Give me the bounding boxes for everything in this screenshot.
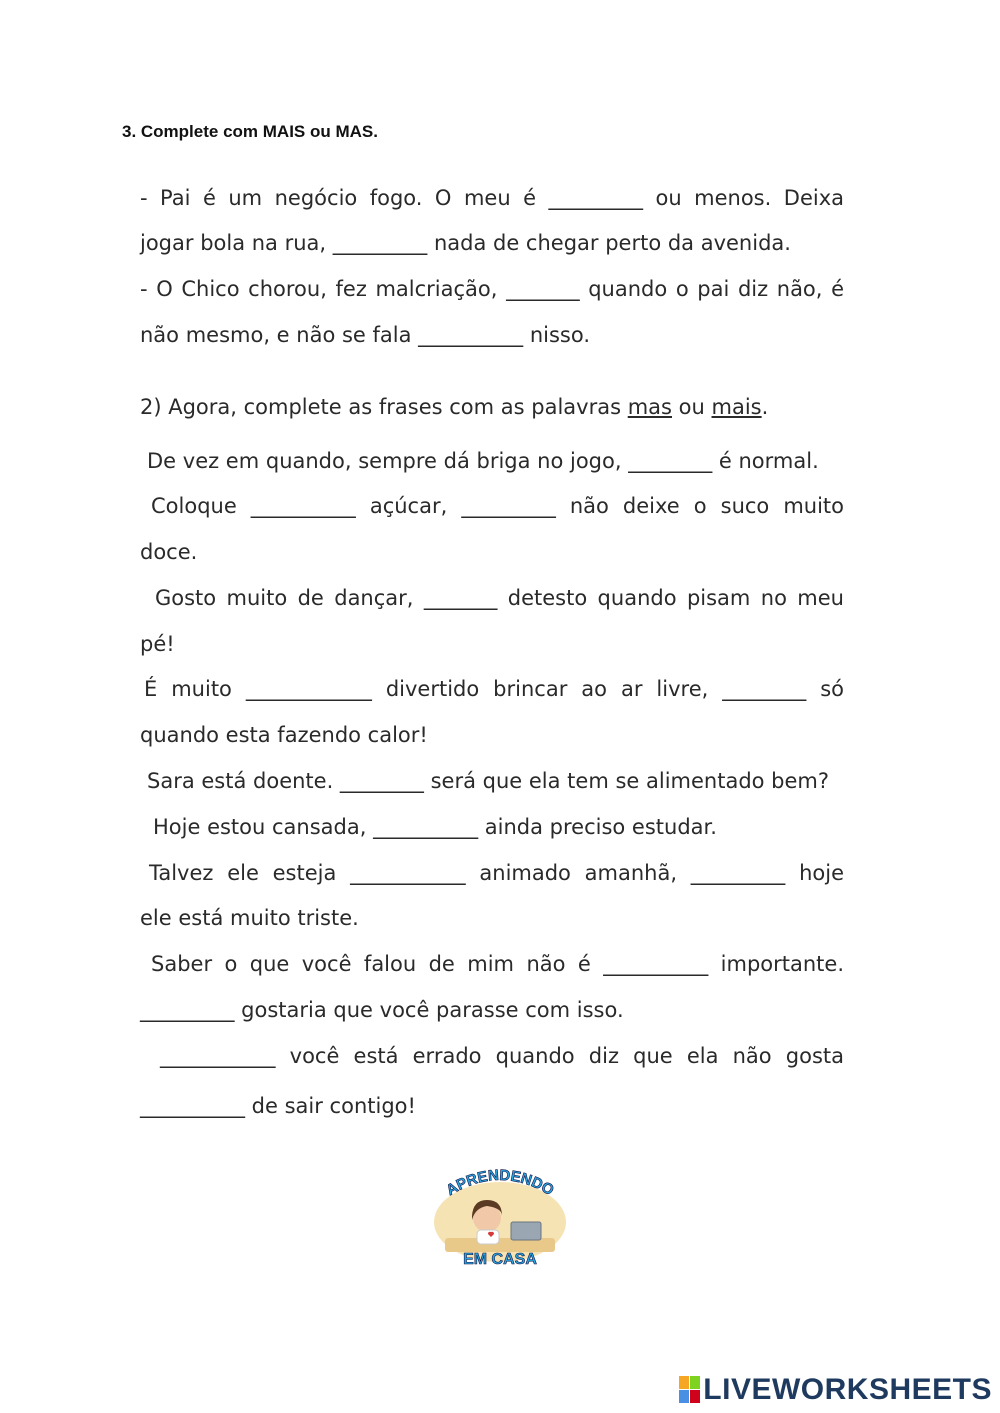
liveworksheets-logo-icon — [679, 1376, 701, 1404]
brand-name: LIVEWORKSHEETS — [703, 1373, 992, 1406]
logo-bottom-text: EM CASA — [463, 1251, 537, 1268]
section-title — [140, 393, 768, 421]
sentence: Talvez ele esteja ___________ animado amanhã, _________ hoje — [149, 861, 844, 885]
sentence-continuation: __________ de sair contigo! — [140, 1094, 416, 1118]
text-line: - Pai é um negócio fogo. O meu é _________ ou menos. Deixa — [140, 186, 844, 210]
sentence-continuation: pé! — [140, 632, 175, 656]
sentence-continuation: doce. — [140, 540, 198, 564]
sentence: É muito ____________ divertido brincar ao ar livre, ________ só — [144, 677, 844, 701]
logo-shirt — [477, 1230, 499, 1244]
laptop-icon — [511, 1222, 541, 1240]
title-middle: ou — [672, 395, 712, 419]
sentence: Coloque __________ açúcar, _________ não deixe o suco muito — [151, 494, 844, 518]
text-line: jogar bola na rua, _________ nada de chegar perto da avenida. — [140, 231, 791, 255]
liveworksheets-brand — [679, 1373, 992, 1407]
aprendendo-em-casa-logo — [425, 1160, 575, 1270]
logo-top-text: APRENDENDO — [443, 1166, 557, 1200]
text-line: - O Chico chorou, fez malcriação, _______ quando o pai diz não, é — [140, 277, 844, 301]
text-line: não mesmo, e não se fala __________ nisso. — [140, 323, 591, 347]
sentence-continuation: quando esta fazendo calor! — [140, 723, 428, 747]
word-mais: mais — [711, 395, 762, 419]
word-mas: mas — [627, 395, 672, 419]
title-suffix: . — [761, 395, 769, 419]
sentence-continuation: _________ gostaria que você parasse com isso. — [140, 998, 624, 1022]
sentence-continuation: ele está muito triste. — [140, 906, 359, 930]
sentence: ___________ você está errado quando diz que ela não gosta — [160, 1044, 844, 1068]
title-prefix: 2) Agora, complete as frases com as palavras — [140, 395, 628, 419]
sentence: Sara está doente. ________ será que ela tem se alimentado bem? — [147, 769, 830, 793]
sentence: Hoje estou cansada, __________ ainda preciso estudar. — [153, 815, 717, 839]
sentence: Gosto muito de dançar, _______ detesto quando pisam no meu — [155, 586, 844, 610]
exercise-heading: 3. Complete com MAIS ou MAS. — [122, 122, 378, 141]
sentence: Saber o que você falou de mim não é __________ importante. — [151, 952, 844, 976]
sentence: De vez em quando, sempre dá briga no jogo, ________ é normal. — [147, 449, 819, 473]
